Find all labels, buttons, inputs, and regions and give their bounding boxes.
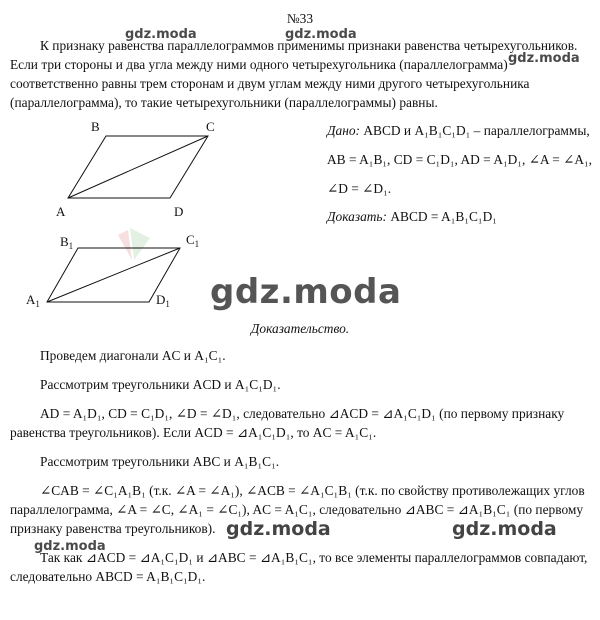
vertex-b1: $B_1$ [60,234,74,251]
proof-line: Рассмотрим треугольники ABC и A₁B₁C₁. [40,454,280,469]
diagonal-ac [68,136,208,198]
subscript: 1 [165,299,170,309]
vertex-a: A [56,204,66,219]
given-label: Дано: [327,123,361,138]
vertex-d: D [174,204,184,219]
watermark-logo: gdz.moda [34,539,106,554]
proof-line: Так как ⊿ACD = ⊿A₁C₁D₁ и ⊿ABC = ⊿A₁B₁C₁, то все элементы параллелограммов совпадают, [40,550,588,565]
watermark-logo-large: gdz.moda [210,272,402,312]
prove-line [327,207,497,226]
proof-line: параллелограмма, ∠A = ∠C, ∠A₁ = ∠C₁), AC = A₁C₁, следовательно ⊿ABC = ⊿A₁B₁C₁ (по первому [10,502,584,517]
problem-number: №33 [286,11,314,26]
vertex-a1: $A_1$ [26,292,40,309]
proof-line: Проведем диагонали AC и A₁C₁. [40,348,226,363]
intro-line: (параллелограмма), то такие четырехугольники (параллелограммы) равны. [10,95,438,110]
intro-line: соответственно равны трем сторонам и двум углам между ними другого четырехугольника [10,76,530,91]
proof-line: равенства треугольников). Если ACD = ⊿A₁C₁D₁, то AC = A₁C₁. [10,425,377,440]
given-text: ABCD и A₁B₁C₁D₁ – параллелограммы, [363,123,590,138]
vertex-c1: $C_1$ [186,232,200,249]
proof-line: следовательно ABCD = A₁B₁C₁D₁. [10,569,206,584]
watermark-logo: gdz.moda [226,518,331,540]
proof-line: AD = A₁D₁, CD = C₁D₁, ∠D = ∠D₁, следовательно ⊿ACD = ⊿A₁C₁D₁ (по первому признаку [40,406,565,421]
proof-line: признаку равенства треугольников). [10,521,216,536]
proof-title: Доказательство. [250,321,350,336]
prove-label: Доказать: [327,209,387,224]
subscript: 1 [194,239,200,249]
intro-line: К признаку равенства параллелограммов применимы признаки равенства четырехугольников. [40,38,578,53]
given-line [327,121,590,140]
vertex-b: B [91,119,100,134]
given-line: AB = A₁B₁, CD = C₁D₁, AD = A₁D₁, ∠A = ∠A₁, [327,152,593,167]
intro-line: Если три стороны и два угла между ними одного четырехугольника (параллелограмма) [10,57,508,72]
watermark-logo: gdz.moda [508,51,580,66]
subscript: 1 [35,299,40,309]
given-line: ∠D = ∠D₁. [327,181,392,196]
watermark-shape [118,230,132,260]
subscript: 1 [68,241,74,251]
vertex-c: C [206,119,215,134]
watermark-logo: gdz.moda [125,27,197,42]
prove-text: ABCD = A₁B₁C₁D₁ [390,209,497,224]
watermark-shape [130,228,150,260]
vertex-d1: $D_1$ [156,292,170,309]
watermark-logo: gdz.moda [285,27,357,42]
watermark-logo: gdz.moda [452,518,557,540]
proof-line: ∠CAB = ∠C₁A₁B₁ (т.к. ∠A = ∠A₁), ∠ACB = ∠A₁C₁B₁ (т.к. по свойству противолежащих углов [40,483,585,498]
proof-line: Рассмотрим треугольники ACD и A₁C₁D₁. [40,377,281,392]
